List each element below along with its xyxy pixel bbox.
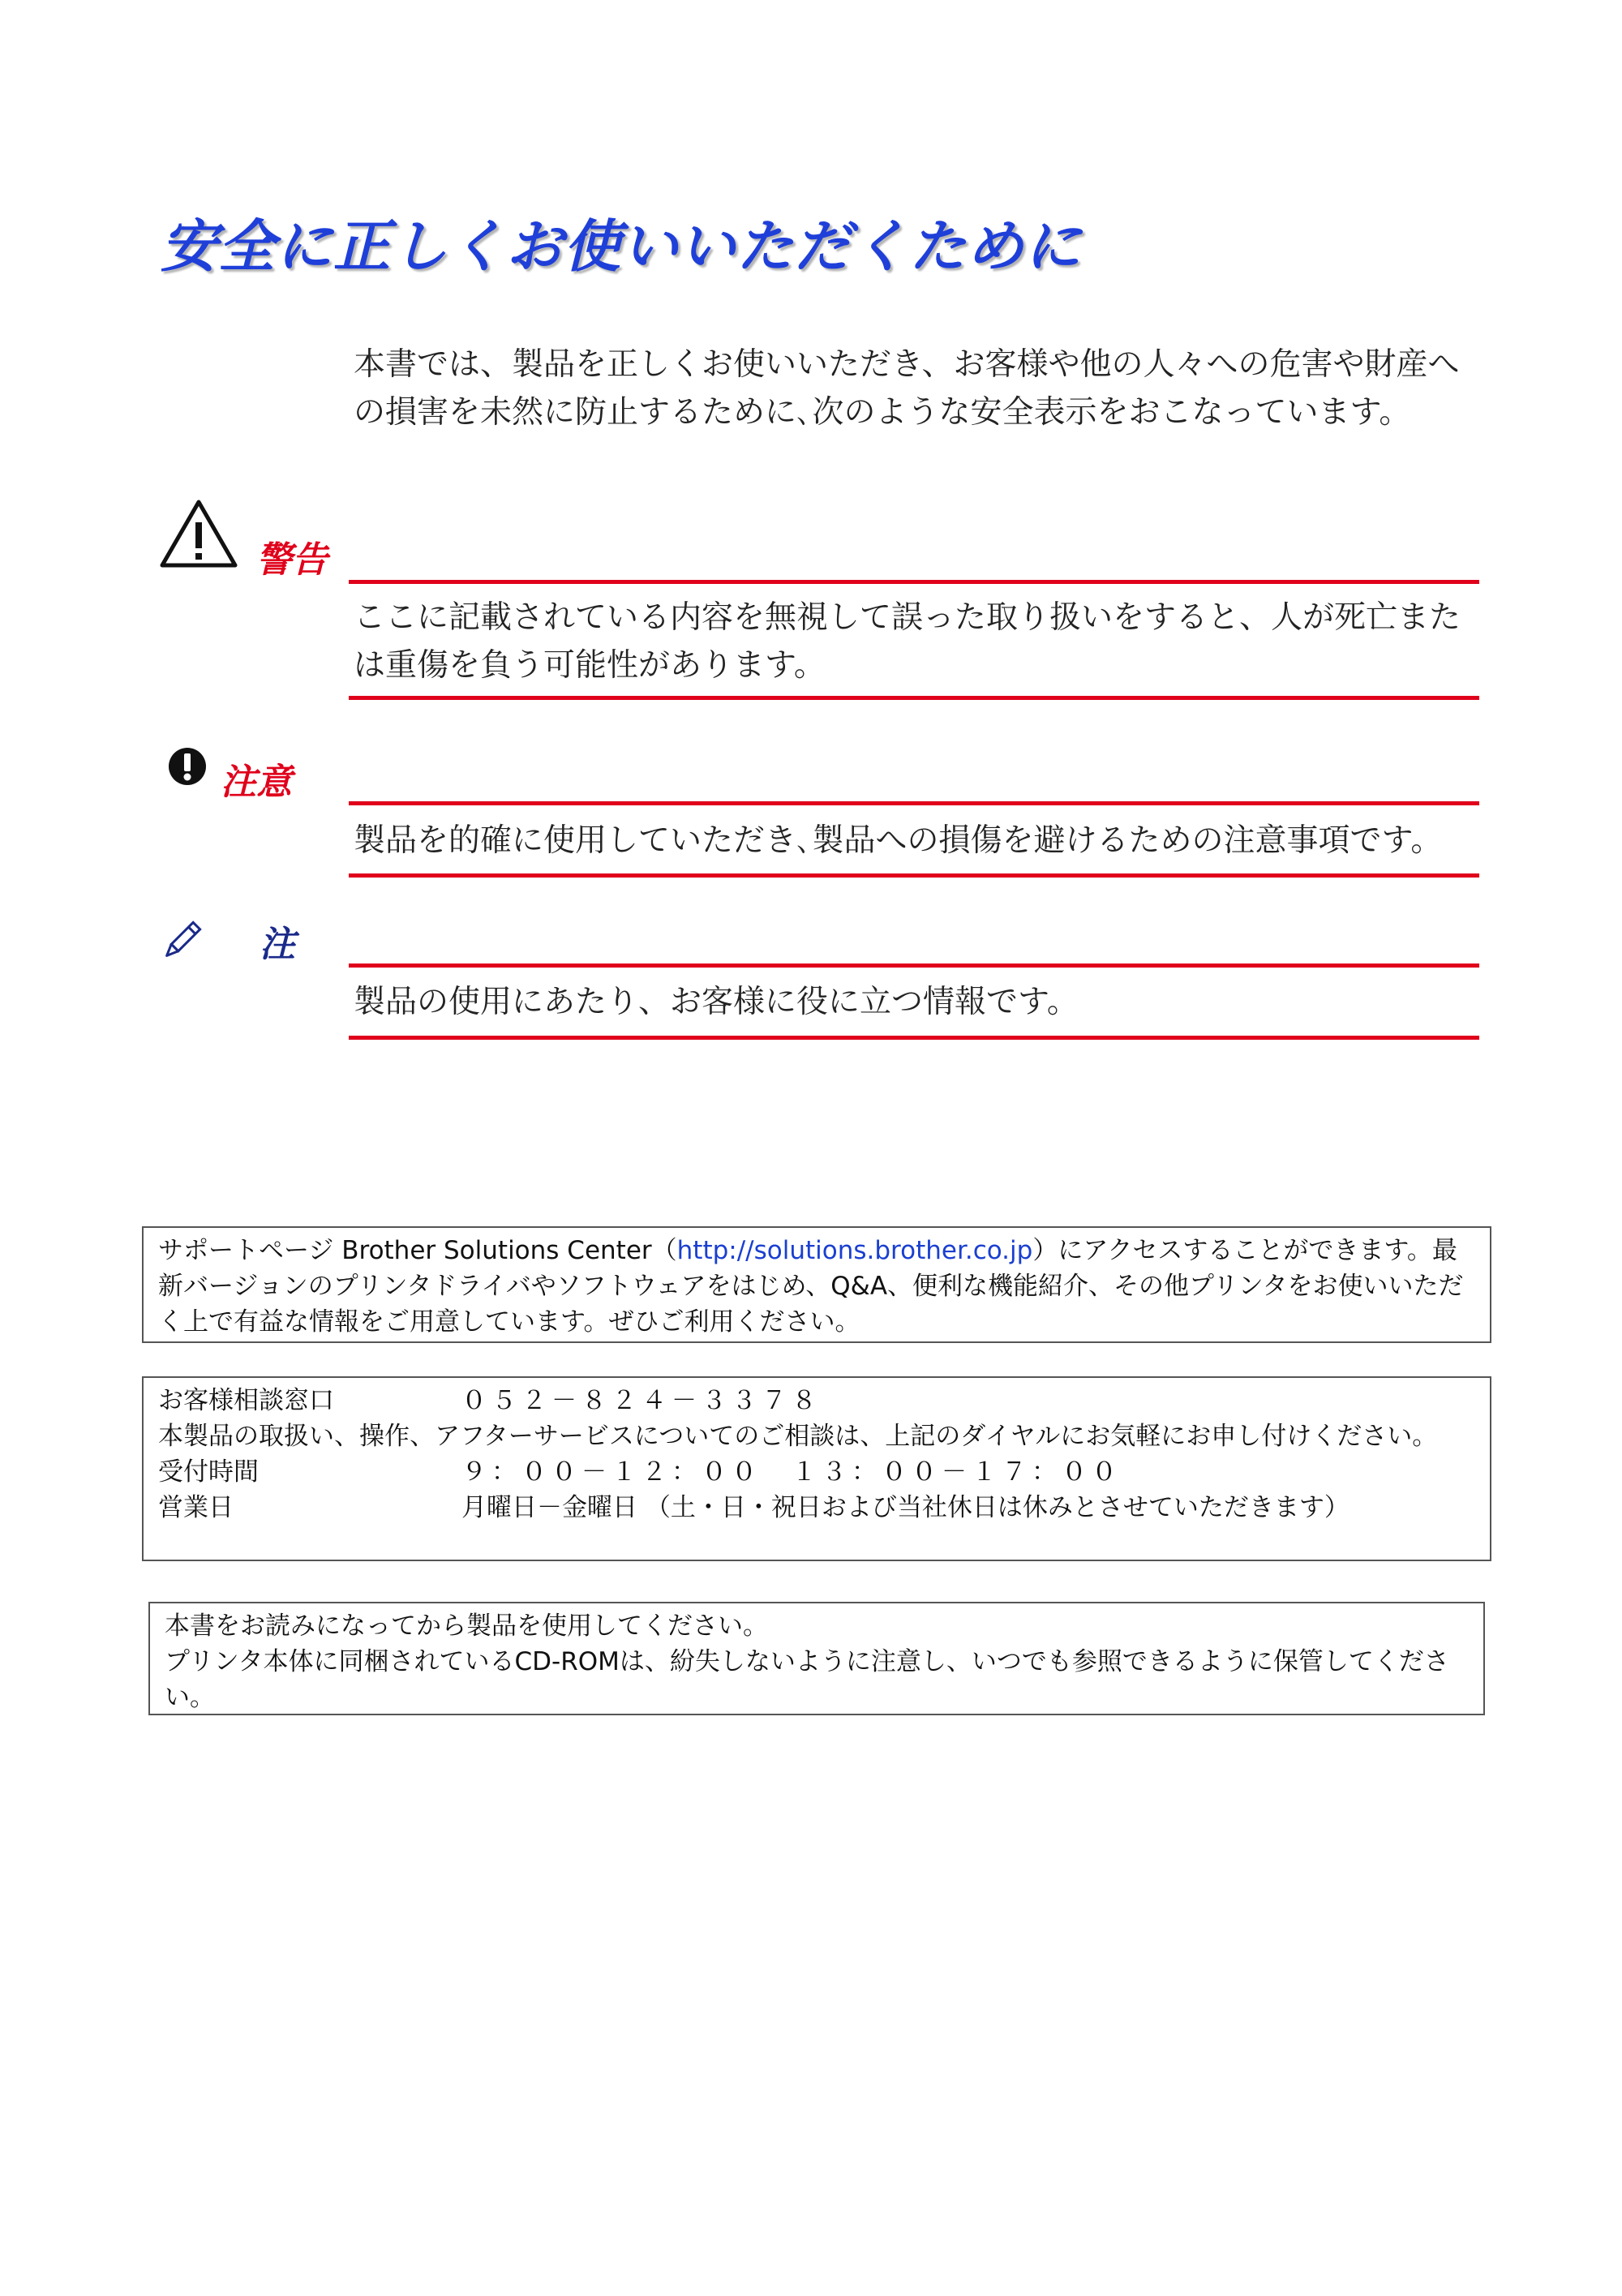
notice-line-2: プリンタ本体に同梱されているCD-ROMは、紛失しないように注意し、いつでも参照できるように保管してください。 bbox=[165, 1647, 1449, 1712]
notice-box bbox=[148, 1602, 1485, 1715]
support-url-link[interactable]: http://solutions.brother.co.jp bbox=[676, 1236, 1033, 1265]
support-text-before: サポートページ Brother Solutions Center（ bbox=[158, 1236, 677, 1265]
page-title: 安全に正しくお使いいただくために bbox=[161, 213, 1082, 280]
contact-info-box bbox=[142, 1376, 1491, 1561]
intro-paragraph: 本書では、製品を正しくお使いいただき、お客様や他の人々への危害や財産への損害を未然に防止するために､次のような安全表示をおこなっています。 bbox=[354, 346, 1460, 431]
phone-row bbox=[158, 1383, 1475, 1418]
days-row bbox=[158, 1490, 1475, 1526]
support-text-after: ）にアクセスすることができます。最新バージョンのプリンタドライバやソフトウェアをはじめ、Q&A、便利な機能紹介、その他プリンタをお使いいただく上で有益な情報をご用意しています。ぜひご利用ください。 bbox=[158, 1236, 1464, 1337]
pencil-icon bbox=[159, 918, 204, 963]
caution-text: 製品を的確に使用していただき､製品への損傷を避けるための注意事項です。 bbox=[354, 822, 1443, 859]
note-heading: 注 bbox=[260, 924, 295, 965]
warning-text: ここに記載されている内容を無視して誤った取り扱いをすると、人が死亡または重傷を負う可能性があります。 bbox=[354, 599, 1461, 684]
note-bottom-rule bbox=[349, 1036, 1479, 1040]
caution-bottom-rule bbox=[349, 873, 1479, 878]
warning-bottom-rule bbox=[349, 696, 1479, 700]
hours-row bbox=[158, 1454, 1475, 1490]
hours-value: ９：００－１２：００ １３：００－１７：００ bbox=[461, 1457, 1122, 1487]
days-value: 月曜日－金曜日 （土・日・祝日および当社休日は休みとさせていただきます） bbox=[461, 1493, 1350, 1522]
phone-label: お客様相談窓口 bbox=[158, 1386, 334, 1415]
contact-description: 本製品の取扱い、操作、アフターサービスについてのご相談は、上記のダイヤルにお気軽にお申し付けください。 bbox=[158, 1422, 1438, 1451]
days-label: 営業日 bbox=[158, 1493, 234, 1522]
warning-heading: 警告 bbox=[256, 539, 328, 581]
note-text: 製品の使用にあたり、お客様に役に立つ情報です。 bbox=[354, 984, 1079, 1020]
support-info-box bbox=[142, 1226, 1491, 1343]
exclamation-circle-icon bbox=[167, 746, 208, 787]
caution-heading: 注意 bbox=[221, 762, 292, 803]
notice-line-1: 本書をお読みになってから製品を使用してください。 bbox=[165, 1611, 768, 1641]
note-top-rule bbox=[349, 963, 1479, 968]
warning-triangle-icon bbox=[159, 498, 238, 569]
caution-top-rule bbox=[349, 801, 1479, 805]
warning-top-rule bbox=[349, 580, 1479, 584]
hours-label: 受付時間 bbox=[158, 1457, 259, 1487]
phone-number: ０５２－８２４－３３７８ bbox=[461, 1386, 822, 1415]
